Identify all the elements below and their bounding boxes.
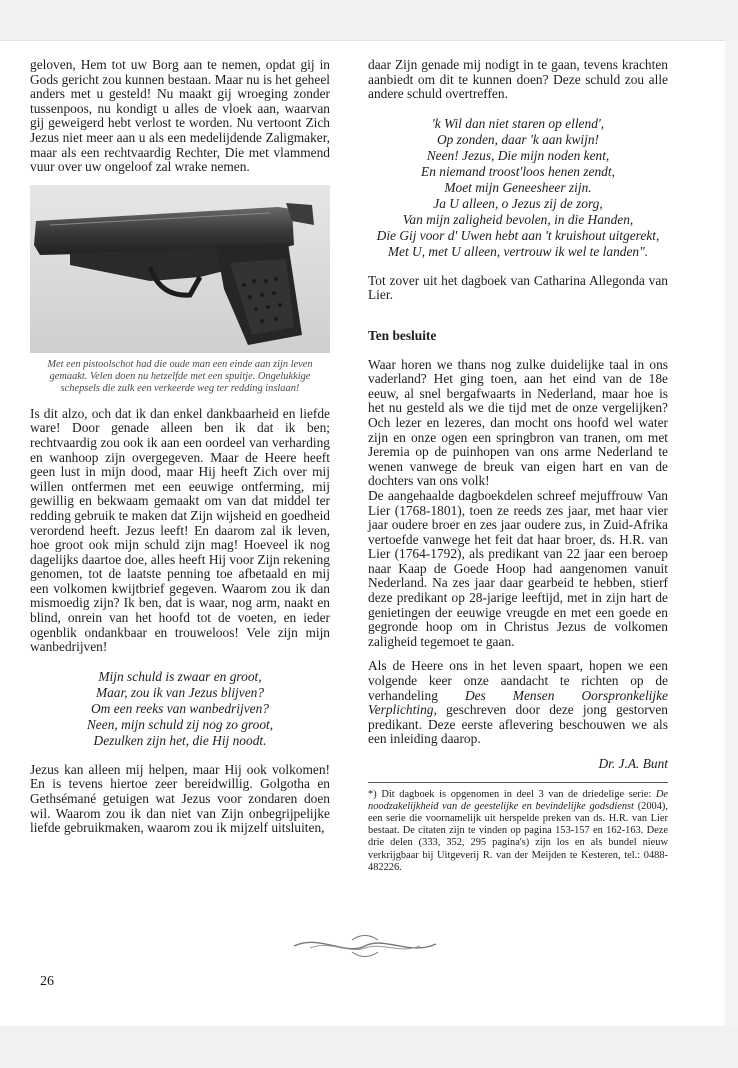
author-signature: Dr. J.A. Bunt: [598, 756, 668, 771]
text-run: , geschreven door deze jong gestorven predikant. Deze eerste aflevering beschouwen we als een inleiding daarop.: [368, 702, 668, 747]
section-heading: Ten besluite: [368, 327, 437, 343]
poem-line: Om een reeks van wanbedrijven?: [91, 700, 269, 716]
footnote-divider: [368, 782, 668, 783]
poem-line: En niemand troost'loos henen zendt,: [421, 163, 615, 179]
poem-line: Op zonden, daar 'k aan kwijn!: [436, 131, 600, 147]
pistol-photo: [30, 185, 330, 353]
text-run: Dit dagboek is opgenomen in deel 3 van de driedelige serie:: [376, 788, 656, 800]
top-margin: [0, 0, 738, 40]
footnote: [368, 789, 668, 874]
pistol-image: [30, 185, 330, 353]
left-column: [30, 58, 330, 846]
poem-line: Neen! Jezus, Die mijn noden kent,: [426, 147, 610, 163]
body-paragraph: Is dit alzo, och dat ik dan enkel dankbaarheid en liefde ware! Door genade alleen ben ik dat ik ben; rechtvaardig zou ook ik aan een oordeel van verharding en wanhoop zijn overgegeven. Maar de Heere heeft geen lust in mijn dood, maar Hij heeft Zich over mij willen ontfermen met een eeuwige ontferming, mij gewillig en bekwaam gemaakt om van dat middel ter redding gebruik te maken dat Zijn wijsheid en goedheid verordend heeft. Jezus leeft! En daarom zal ik leven, hoe groot ook mijn schuld zijn mag! Hoeveel ik nog dagelijks daartoe doe, alles heeft Hij voor Zijn rekening genomen, tot de laatste penning toe afbetaald en mij een volkomen kwijtbrief gegeven. Waarom zou ik dan mismoedig zijn? Ik ben, dat is waar, nog arm, naakt en blind, onrein van het hoofd tot de voeten, en ieder ogenblik ondankbaar en trouweloos! Vele zijn mijn wanbedrijven!: [30, 405, 330, 655]
body-paragraph: [368, 659, 668, 747]
poem-line: Van mijn zaligheid bevolen, in die Handen,: [402, 211, 634, 227]
footnote-marker: *): [368, 788, 377, 800]
poem-line: Moet mijn Geneesheer zijn.: [444, 179, 592, 195]
body-paragraph: Jezus kan alleen mij helpen, maar Hij ook volkomen! En is tevens hiertoe zeer bereidwillig. Golgotha en Gethsémané getuigen wat Jezus voor zondaren doen wil. Waarom zou ik dan niet van Zijn onbegrijpelijke liefde gebruikmaken, waarom zou ik mijzelf uitsluiten,: [30, 761, 330, 836]
poem-line: Maar, zou ik van Jezus blijven?: [95, 684, 265, 700]
text-run: (2004), een serie die voornamelijk uit herspelde preken van ds. H.R. van Lier bestaat. De citaten zijn te vinden op pagina 153-157 en 162-163. Deze drie delen (333, 352, 295 pagina's) zijn los en als bundel nieuw verkrijgbaar bij Uitgeverij R. van der Meijden te Kesteren, tel.: 0488-482226.: [368, 800, 668, 873]
body-paragraph: daar Zijn genade mij nodigt in te gaan, tevens krachten aanbiedt om dit te kunnen doen? Deze schuld zou alle andere schuld overtreffen.: [368, 57, 668, 102]
figure-caption: Met een pistoolschot had die oude man een einde aan zijn leven gemaakt. Velen doen nu hetzelfde met een spuitje. Ongelukkige schepsels die zulk een verkeerde weg ter redding inslaan!: [47, 358, 313, 394]
poem-line: Met U, met U alleen, vertrouw ik wel te landen".: [387, 243, 649, 259]
body-paragraph: geloven, Hem tot uw Borg aan te nemen, opdat gij in Gods gericht zou kunnen bestaan. Maar nu is het geheel anders met u gesteld! Nu maakt gij wroeging zonder tussenpoos, nu kondigt u alles de vloek aan, waarvan gij geweigerd hebt verlost te worden. Nu vertoont Zich Jezus niet meer aan u als een medelijdende Zaligmaker, maar als een rechtvaardig Rechter, Die met vlammend vuur over uw ongeloof zal wrake nemen.: [30, 57, 330, 175]
body-paragraph: Tot zover uit het dagboek van Catharina Allegonda van Lier.: [368, 272, 668, 303]
text-run: Als de Heere ons in het leven spaart, hopen we een volgende keer onze aandacht te richten op de verhandeling: [368, 658, 668, 703]
poem-line: Dezulken zijn het, die Hij noodt.: [93, 732, 267, 748]
page-number: 26: [40, 974, 54, 989]
right-column: [368, 58, 668, 874]
poem-line: Die Gij voor d' Uwen hebt aan 't kruishout uitgerekt,: [376, 227, 660, 243]
poem-line: Ja U alleen, o Jezus zij de zorg,: [433, 195, 603, 211]
treatise-title: Des Mensen Oorspronkelijke Verplichting: [368, 687, 668, 718]
body-paragraph: Waar horen we thans nog zulke duidelijke taal in ons vaderland? Het ging toen, aan het eind van de 18e eeuw, al snel bergafwaarts in Nederland, maar hoe is het nu gesteld als we die tijd met de onze vergelijken? Och lezer en lezeres, dan mocht ons hoofd wel water zijn en onze ogen een springbron van tranen, om met Jeremia op de puinhopen van ons arme Nederland te wenen vanwege de breuk van eigen hart en van de dochters van ons volk!: [368, 356, 668, 489]
ornament-flourish-icon: [290, 930, 440, 960]
poem-right: [368, 116, 668, 260]
bottom-margin: [0, 1026, 738, 1068]
poem-line: Mijn schuld is zwaar en groot,: [98, 668, 262, 684]
figure: [30, 185, 330, 395]
body-paragraph: De aangehaalde dagboekdelen schreef mejuffrouw Van Lier (1768-1801), toen ze reeds zes jaar, met haar vier jaar oudere broer en zes jaar oudere zus, in Zuid-Afrika vertoefde vanwege het feit dat haar broer, ds. H.R. van Lier (1764-1792), als predikant van 22 jaar een beroep naar Kaap de Goede Hoop had aangenomen vanuit Nederland. Na zes jaar daar gearbeid te hebben, stierf deze predikant op 28-jarige leeftijd, met in zijn hart de genietingen der eeuwige vreugde en met een goede en gegronde hoop om in Christus Jezus de volkomen zaligheid tegemoet te gaan.: [368, 487, 668, 649]
poem-line: Neen, mijn schuld zij nog zo groot,: [86, 716, 274, 732]
poem-left: [30, 669, 330, 749]
series-title: De noodzakelijkheid van de geestelijke en bevindelijke godsdienst: [368, 788, 668, 812]
poem-line: 'k Wil dan niet staren op ellend',: [431, 115, 605, 131]
